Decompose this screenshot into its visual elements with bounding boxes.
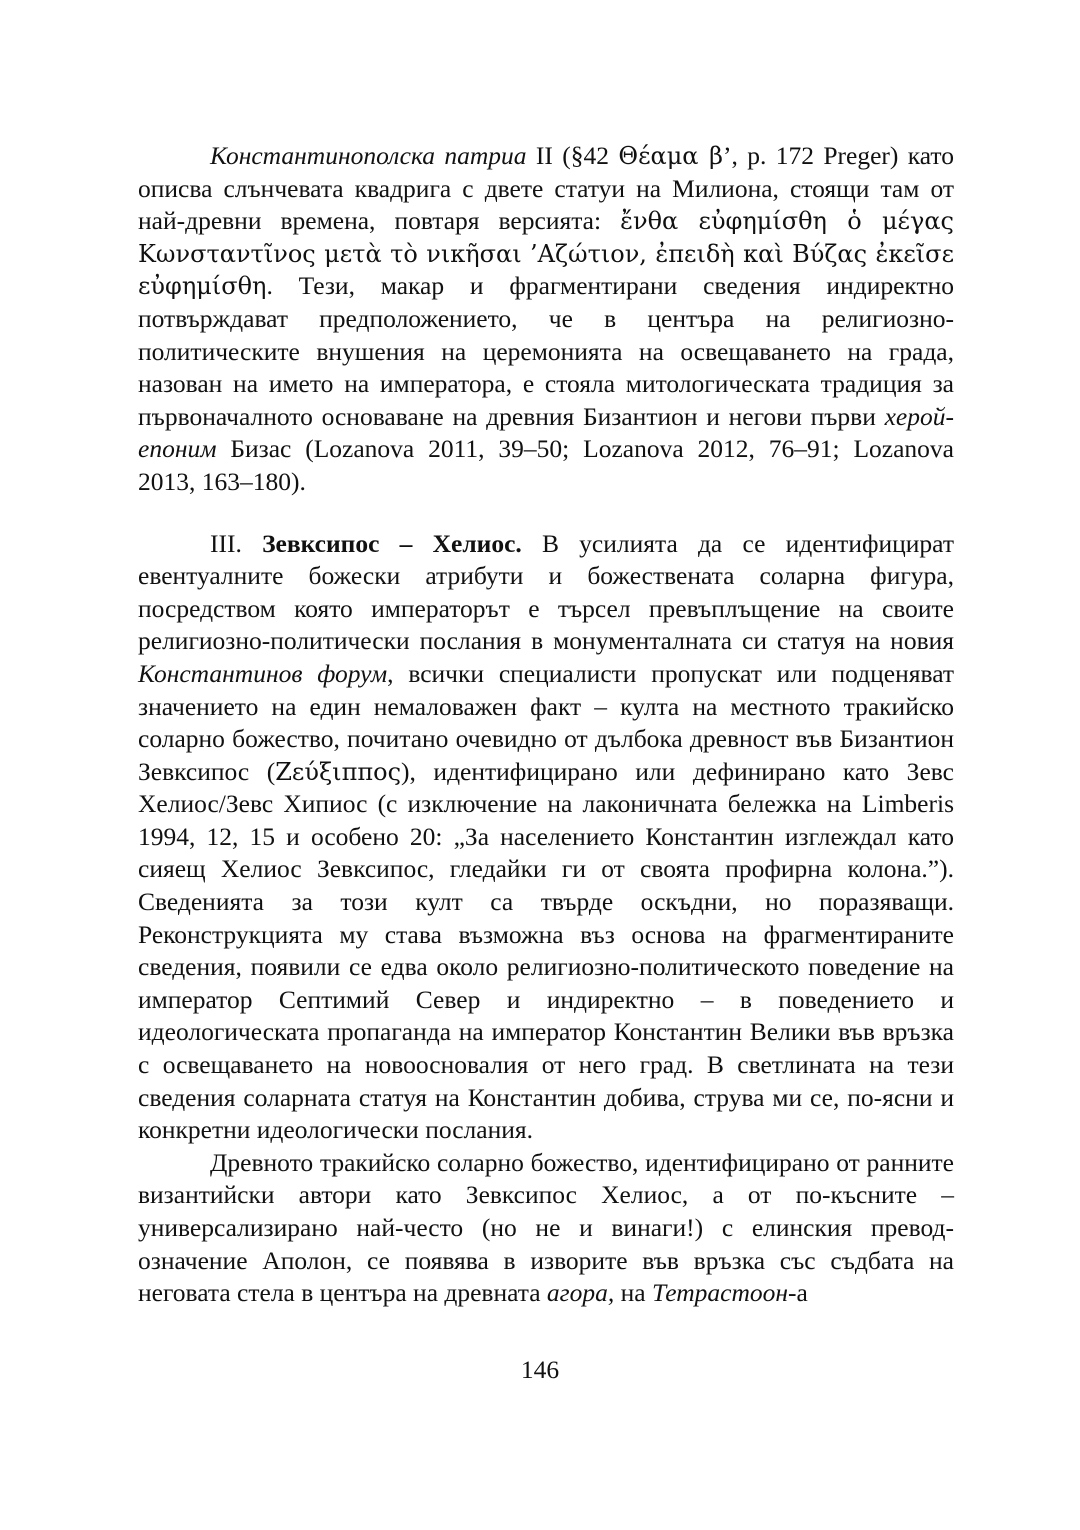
text-run: ), идентифицирано или дефинирано като Зевс Хелиос/Зевс Хипиос (с изключение на лаконичната бележка на Limberis 1994, 12, 15 и особено 20: „За населението Константин изглеждал като сияещ Хелиос Зевксипос, гледайки ги от своята профирна колона.”). Сведенията за този култ са твърде оскъдни, но поразяващи. Реконструкцията му става възможна въз основа на фрагментираните сведения, появили се едва около религиозно-политическото поведение на император Септимий Север и индиректно – в поведението и идеологическата пропаганда на император Константин Велики във връзка с освещаването на новоосновалия от него град. В светлината на тези сведения соларната статуя на Константин добива, струва ми се, по-ясни и конкретни идеологически послания. — [138, 756, 954, 1145]
text-run: на — [614, 1278, 652, 1308]
paragraph-thracian-deity — [138, 1147, 954, 1310]
greek-run: ἔνθα εὐφημίσθη ὁ μέγας Κωνσταντῖνος μετὰ τὸ νικῆσαι ’Αζώτιον, ἐπειδὴ καὶ Βύζας ἐκεῖσε εὐφημίσθη — [138, 207, 954, 301]
italic-run: Константинополска патриа — [210, 141, 527, 170]
text-run: . Тези, макар и фрагментирани сведения индиректно потвърждават предположението, че в центъра на религиозно-политическите внушения на церемонията на освещаването на града, назован на името на императора, е стояла митологическата традиция за първоначалното основаване на древния Бизантион и негови първи — [138, 271, 954, 431]
paragraph-zeuxippos-helios — [138, 528, 954, 1147]
text-run: В усилията да се идентифицират евентуалните божески атрибути и божествената соларна фигура, посредством която императорът е търсел превъплъщение на своите религиозно-политически послания в монументалната си статуя на новия — [138, 528, 954, 656]
italic-run: херой-епоним — [138, 401, 954, 464]
text-run: , всички специалисти пропускат или подценяват значението на един немаловажен факт – култа на местното тракийско соларно божество, почитано очевидно от дълбока древност във Бизантион Зевксипос ( — [138, 658, 954, 786]
greek-run: Ζεύξιππος — [275, 757, 402, 786]
paragraph-patria — [138, 140, 954, 499]
text-run: Древното тракийско соларно божество, идентифицирано от ранните византийски автори като Зевксипос Хелиос, а от по-късните – универсализирано най-често (но не и винаги!) с елинския преводозначение Аполон, се появява в изворите във връзка със съдбата на неговата стела в центъра на древната — [138, 1147, 954, 1308]
bold-run: Зевксипос – Хелиос. — [262, 528, 522, 558]
page-number: 146 — [520, 1355, 560, 1384]
text-run: -а — [788, 1278, 808, 1308]
text-run: III. — [210, 528, 263, 558]
page-body — [138, 140, 954, 1310]
greek-run: Θέαμα β — [618, 142, 724, 170]
text-run: Бизас (Lozanova 2011, 39–50; Lozanova 2012, 76–91; Lozanova 2013, 163–180). — [138, 434, 954, 496]
text-run: ’, p. 172 Preger) като описва слънчевата квадрига с двете статуи на Милиона, стоящи там от най-древни времена, повтаря версията: — [138, 141, 954, 236]
italic-run: Константинов форум — [138, 658, 388, 688]
italic-run: агора, — [546, 1278, 615, 1308]
italic-run: Тетрастоон — [651, 1278, 789, 1308]
text-run: II (§42 — [526, 141, 619, 170]
